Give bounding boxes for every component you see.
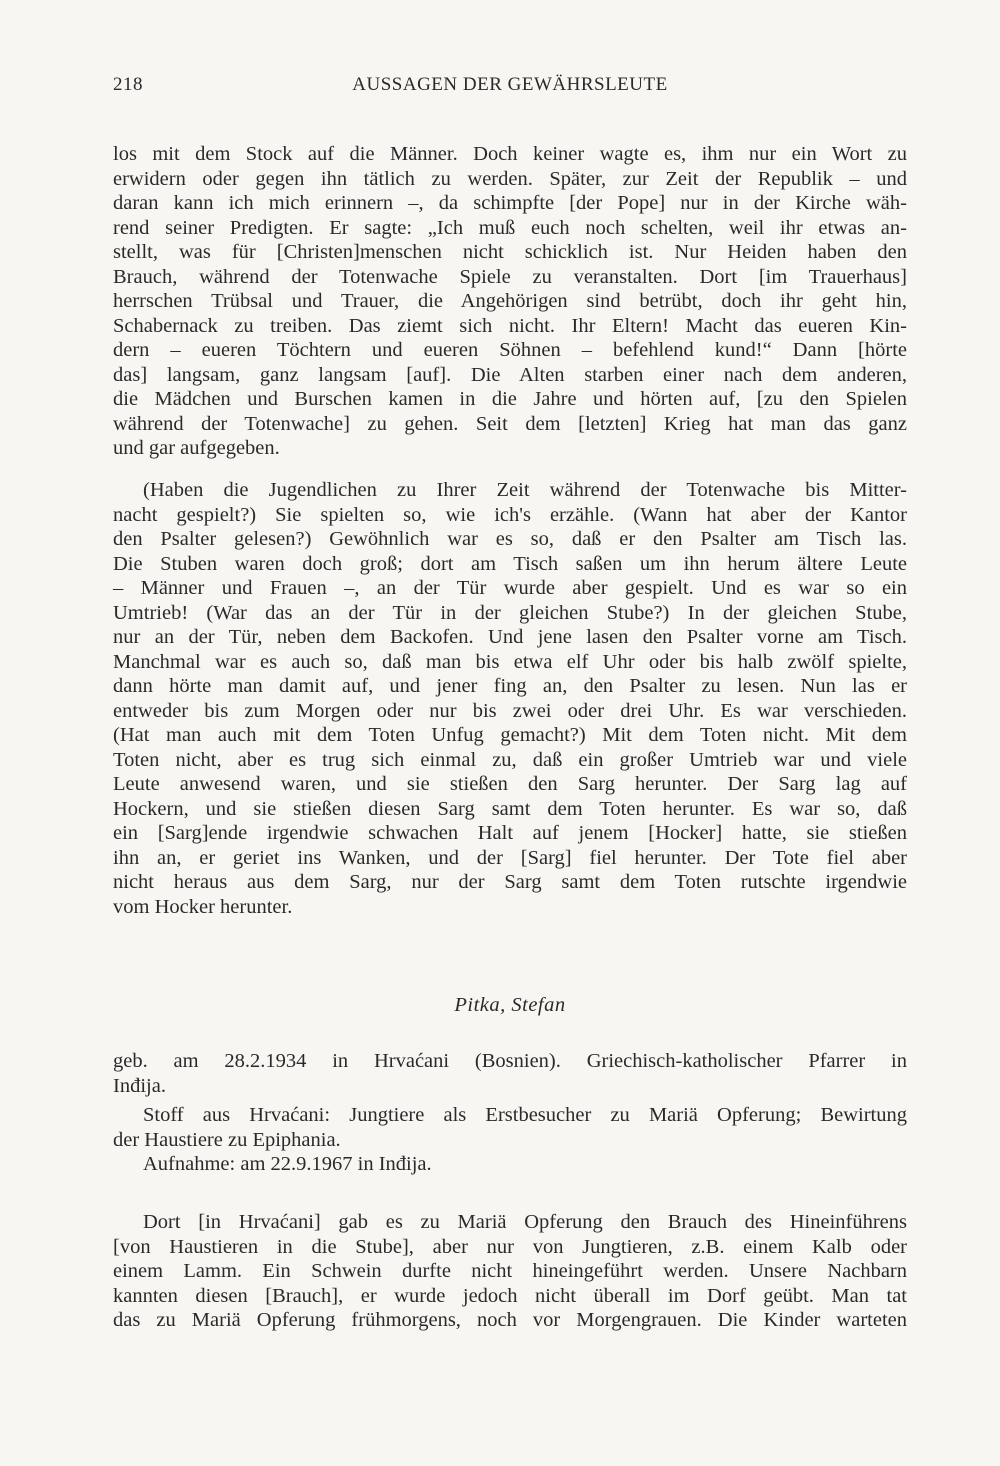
text-line: Stoff aus Hrvaćani: Jungtiere als Erstbesucher zu Mariä Opferung; Bewirtung — [143, 1104, 907, 1126]
text-line: Aufnahme: am 22.9.1967 in Inđija. — [143, 1153, 432, 1175]
text-line: Die Stuben waren doch groß; dort am Tisch saßen um ihn herum ältere Leute — [113, 552, 907, 575]
text-line: los mit dem Stock auf die Männer. Doch keiner wagte es, ihm nur ein Wort zu — [113, 143, 907, 165]
text-line: ein [Sarg]ende irgendwie schwachen Halt auf jenem [Hocker] hatte, sie stießen — [113, 822, 907, 844]
material-note — [113, 1103, 907, 1152]
text-line: einem Lamm. Ein Schwein durfte nicht hineingeführt werden. Unsere Nachbarn — [113, 1260, 907, 1282]
text-line: Umtrieb! (War das an der Tür in der gleichen Stube?) In der gleichen Stube, — [113, 601, 907, 624]
text-line: herrschen Trübsal und Trauer, die Angehörigen sind betrübt, doch ihr geht hin, — [113, 290, 907, 312]
header-title: AUSSAGEN DER GEWÄHRSLEUTE — [352, 74, 668, 95]
text-line: Dort [in Hrvaćani] gab es zu Mariä Opferung den Brauch des Hineinführens — [143, 1211, 907, 1233]
recording-note — [113, 1152, 907, 1177]
biography — [113, 1049, 907, 1098]
section-heading: Pitka, Stefan — [454, 994, 566, 1016]
text-line: nicht heraus aus dem Sarg, nur der Sarg samt dem Toten rutschte irgendwie — [113, 871, 907, 893]
text-line: daran kann ich mich erinnern –, da schimpfte [der Pope] nur in der Kirche wäh- — [113, 192, 907, 214]
text-line: Toten nicht, aber es trug sich einmal zu, daß ein großer Umtrieb war und viele — [113, 748, 907, 771]
text-line: das] langsam, ganz langsam [auf]. Die Alten starben einer nach dem anderen, — [113, 363, 907, 386]
text-line: [von Haustieren in die Stube], aber nur von Jungtieren, z.B. einem Kalb oder — [113, 1235, 907, 1258]
paragraph-1 — [113, 142, 907, 461]
text-line: (Haben die Jugendlichen zu Ihrer Zeit während der Totenwache bis Mitter- — [143, 479, 907, 501]
running-head — [113, 74, 907, 104]
text-line: und gar aufgegeben. — [113, 437, 280, 459]
text-line: Brauch, während der Totenwache Spiele zu veranstalten. Dort [im Trauerhaus] — [113, 265, 907, 288]
paragraph-2 — [113, 478, 907, 919]
text-line: Hockern, und sie stießen diesen Sarg samt dem Toten herunter. Es war so, daß — [113, 797, 907, 820]
text-line: vom Hocker herunter. — [113, 895, 293, 918]
text-line: entweder bis zum Morgen oder nur bis zwei oder drei Uhr. Es war verschieden. — [113, 699, 907, 722]
text-line: ihn an, er geriet ins Wanken, und der [Sarg] fiel herunter. Der Tote fiel aber — [113, 846, 907, 869]
text-line: dann hörte man damit auf, und jener fing an, den Psalter zu lesen. Nun las er — [113, 675, 907, 697]
text-line: geb. am 28.2.1934 in Hrvaćani (Bosnien). Griechisch-katholischer Pfarrer in — [113, 1050, 907, 1072]
text-line: kannten diesen [Brauch], er wurde jedoch nicht überall im Dorf geübt. Man tat — [113, 1284, 907, 1307]
text-line: Schabernack zu treiben. Das ziemt sich nicht. Ihr Eltern! Macht das eueren Kin- — [113, 314, 907, 337]
text-line: die Mädchen und Burschen kamen in die Jahre und hörten auf, [zu den Spielen — [113, 388, 907, 410]
text-line: nur an der Tür, neben dem Backofen. Und jene lasen den Psalter vorne am Tisch. — [113, 626, 907, 648]
text-line: Leute anwesend waren, und sie stießen den Sarg herunter. Der Sarg lag auf — [113, 773, 907, 795]
text-line: dern – eueren Töchtern und eueren Söhnen – befehlend kund!“ Dann [hörte — [113, 339, 907, 361]
text-line: – Männer und Frauen –, an der Tür wurde aber gespielt. Und es war so ein — [113, 577, 907, 599]
text-line: Manchmal war es auch so, daß man bis etwa elf Uhr oder bis halb zwölf spielte, — [113, 650, 907, 673]
text-line: rend seiner Predigten. Er sagte: „Ich muß euch noch schelten, weil ihr etwas an- — [113, 216, 907, 239]
text-line: stellt, was für [Christen]menschen nicht schicklich ist. Nur Heiden haben den — [113, 241, 907, 263]
text-line: erwidern oder gegen ihn tätlich zu werden. Später, zur Zeit der Republik – und — [113, 167, 907, 190]
page-number: 218 — [113, 74, 143, 95]
text-line: (Hat man auch mit dem Toten Unfug gemacht?) Mit dem Toten nicht. Mit dem — [113, 724, 907, 746]
text-line: Inđija. — [113, 1074, 166, 1097]
text-line: das zu Mariä Opferung frühmorgens, noch vor Morgengrauen. Die Kinder warteten — [113, 1309, 907, 1331]
paragraph-3 — [113, 1210, 907, 1333]
text-line: während der Totenwache] zu gehen. Seit dem [letzten] Krieg hat man das ganz — [113, 412, 907, 435]
text-line: den Psalter gelesen?) Gewöhnlich war es so, daß er den Psalter am Tisch las. — [113, 528, 907, 550]
text-line: der Haustiere zu Epiphania. — [113, 1128, 341, 1151]
text-line: nacht gespielt?) Sie spielten so, wie ich's erzähle. (Wann hat aber der Kantor — [113, 503, 907, 526]
